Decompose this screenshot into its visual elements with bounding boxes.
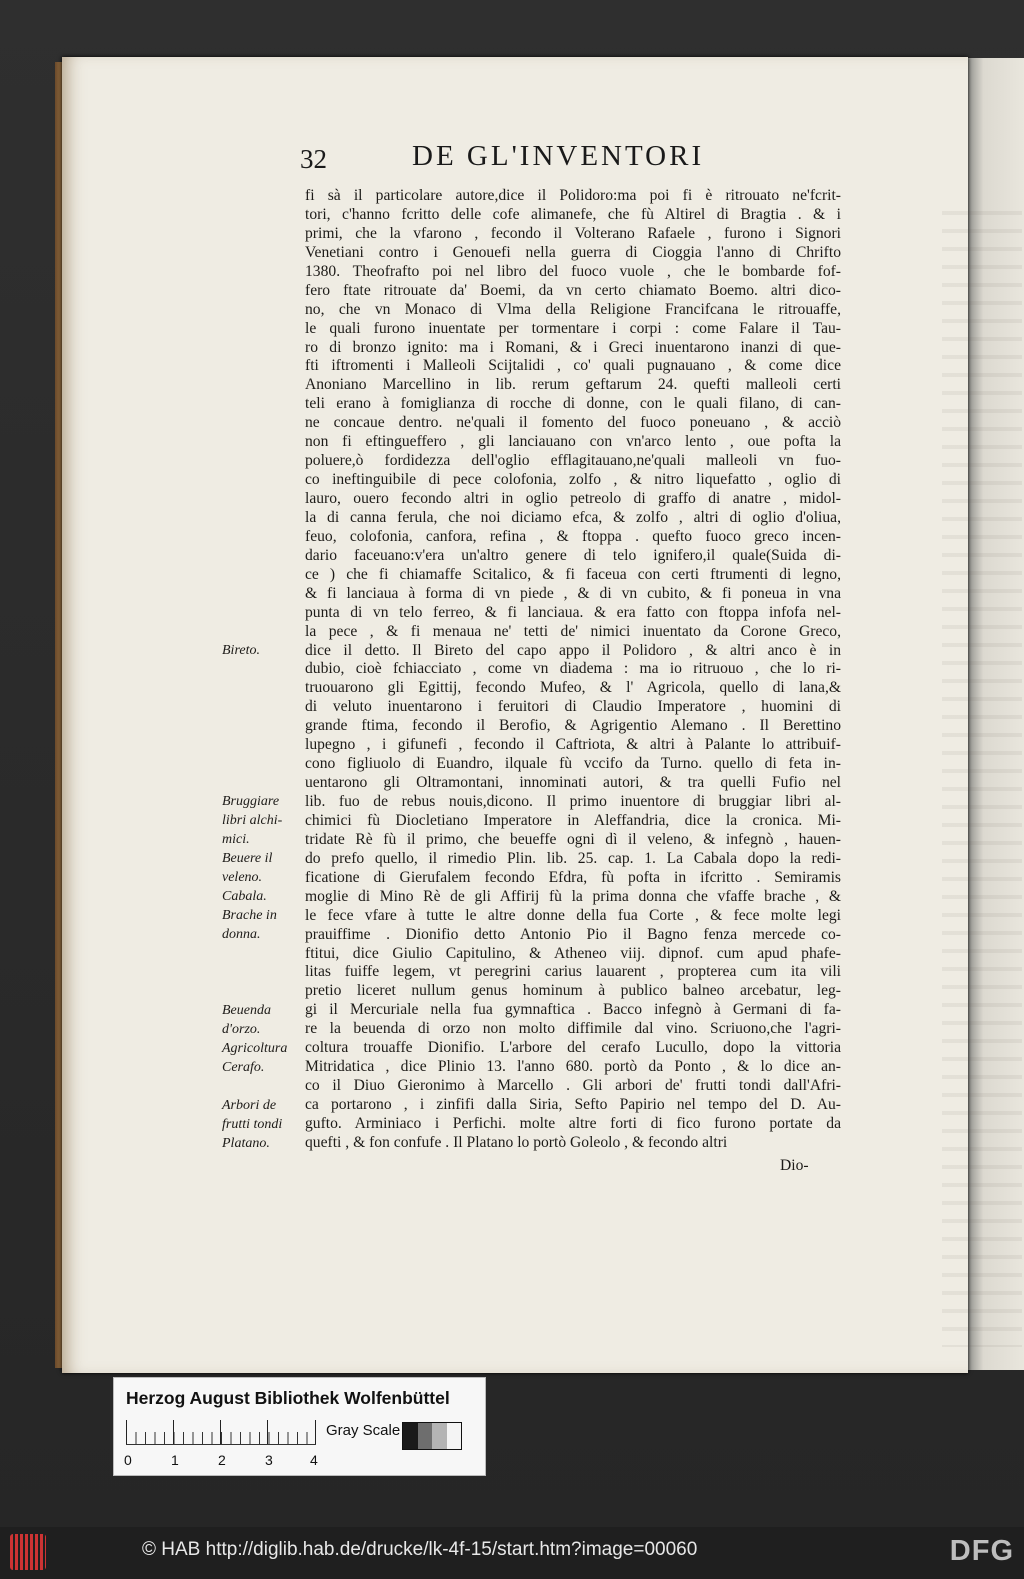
text-line: ficatione di Gierufalem fecondo Efdra, fù pofta in ifcritto . Semiramis [305,868,841,886]
colour-target [113,1377,486,1476]
text-line: pretio liceret nullum genus hominum à publico balneo arcebatur, leg- [305,982,841,1000]
text-line: tridate Rè fù il primo, che beueffe ogni dì il veleno, & infegnò , hauen- [305,830,841,848]
text-line: do prefo quello, il rimedio Plin. lib. 25. cap. 1. La Cabala dopo la redi- [305,849,841,867]
text-line: fti iftromenti i Malleoli Scijtalidi , co' quali pugnauano , & come dice [305,357,841,375]
text-line: ro di bronzo ignito: ma i Romani, & i Greci inuentarono inanzi di que- [305,338,841,356]
text-line: feuo, colofonia, canfora, refina , & ftoppa . quefto fuoco greco incen- [305,527,841,545]
margin-note: Agricoltura [222,1040,288,1056]
gray-scale-swatches [402,1422,462,1450]
show-through-text [942,197,1022,1347]
margin-note: Beuenda [222,1002,271,1018]
text-line: no, che vn Monaco di Vlma della Religione Francifcana le ritrouaffe, [305,300,841,318]
text-line: co il Diuo Gieronimo à Marcello . Gli arbori de' frutti tondi dall'Afri- [305,1077,841,1095]
text-line: teli erano à fomiglianza di rocche di donne, con le quali filano, di can- [305,395,841,413]
text-line: di veluto inuentarono i feruitori di Claudio Imperatore , huomini di [305,698,841,716]
text-line: lib. fuo de rebus nouis,dicono. Il primo inuentore di bruggiar libri al- [305,793,841,810]
margin-note: Beuere il [222,851,273,867]
text-line: primi, che la vfarono , fecondo il Volterano Rafaele , furono i Signori [305,224,841,242]
target-title: Herzog August Bibliothek Wolfenbüttel [126,1388,450,1408]
margin-note: donna. [222,927,261,943]
margin-note: d'orzo. [222,1021,261,1037]
page-number: 32 [300,144,327,174]
hab-logo-icon [10,1534,46,1570]
margin-note: Cabala. [222,889,267,905]
text-line: non fi eftingueffero , gli lanciauano con vn'arco lento , oue pofta la [305,433,841,451]
page-header [300,140,845,180]
margin-note: Bireto. [222,642,260,658]
margin-note: Bruggiare [222,794,280,810]
footer-bar [0,1527,1024,1579]
text-line: chimici fù Diocletiano Imperatore in Aleffandria, dice la cronica. Mi- [305,811,841,829]
text-line: 1380. Theofrafto poi nel libro del fuoco vuole , che le bombarde fof- [305,262,841,280]
text-line: dubio, cioè fchiacciato , come vn diadema : ma io ritruouo , che lo ri- [305,660,841,678]
text-line: ne concaue dentro. ne'quali il fomento del fuoco poneuano , & acciò [305,414,841,432]
text-line: tori, c'hanno fcritto delle cofe alimanefe, che fù Altirel di Bragtia . & i [305,205,841,223]
gray-swatch [447,1423,462,1449]
text-line: la pece , & fi menaua ne' tetti de' nimici inuentato da Corone Greco, [305,622,841,640]
text-line: moglie di Mino Rè de gli Affirij fù la prima donna che vfaffe brache , & [305,887,841,905]
text-line: poluere,ò fordidezza dell'oglio efflagitauano,ne'quali malleoli vn fuo- [305,452,841,470]
text-line: gufto. Arminiaco i Perfichi. molte altre forti di fico furono portate da [305,1114,841,1132]
ruler [126,1420,316,1445]
text-line: prauiffime . Dionifio detto Antonio Pio il Bagno fenza mercede co- [305,925,841,943]
margin-note: frutti tondi [222,1116,283,1132]
text-line: punta di vn telo ferreo, & fi lanciaua. & era fatto con ftoppa infofa nel- [305,603,841,621]
gray-swatch [418,1423,433,1449]
text-line: re la beuenda di orzo non molto diffimile dal vino. Scriuono,che l'agri- [305,1020,841,1038]
margin-note: Brache in [222,908,277,924]
gray-swatch [432,1423,447,1449]
ruler-label: 4 [310,1452,318,1468]
footer-permalink[interactable]: © HAB http://diglib.hab.de/drucke/lk-4f-15/start.htm?image=00060 [142,1539,698,1560]
margin-note: Platano. [222,1135,270,1151]
text-line: uentarono gli Oltramontani, innominati autori, & tra quelli Fufio nel [305,774,841,792]
text-line: coltura trouaffe Dionifio. L'arbore del cerafo Lucullo, dopo la vittoria [305,1039,841,1057]
text-line: litas fuiffe legem, vt peregrini carius lauarent , propterea cum ita vili [305,963,841,981]
main-text-block [305,187,841,1153]
text-line: fero ftate ritrouate da' Boemi, da vn certo chiamato Boemo. altri dico- [305,281,841,299]
ruler-label: 1 [171,1452,179,1468]
margin-note: mici. [222,832,250,848]
text-line: la di canna ferula, che noi diciamo efca, & zolfo , altri di oglio d'oliua, [305,508,841,526]
margin-note: Arbori de [222,1097,277,1113]
ruler-label: 0 [124,1452,132,1468]
text-line: lupegno , i gifunefi , fecondo il Caftriota, & altri à Palante lo attribuif- [305,736,841,754]
text-line: gi il Mercuriale nella fua gymnaftica . Bacco infegnò à Germani di fa- [305,1001,841,1019]
gray-scale-label: Gray Scale [326,1422,401,1439]
text-line: ce ) che fi chiamaffe Scitalico, & fi faceua con certi ftrumenti di legno, [305,565,841,583]
running-title: DE GL'INVENTORI [412,140,705,172]
text-line: Venetiani contro i Genouefi nella guerra di Cioggia l'anno di Chrifto [305,243,841,261]
text-line: dice il detto. Il Bireto del capo appo il Polidoro , & altri anco è in [305,641,841,659]
text-line: grande ftima, fecondo il Berofio, & Agrigentio Alemano . Il Berettino [305,717,841,735]
text-line: co ineftinguibile di pece colofonia, zolfo , & nitro liquefatto , oglio di [305,471,841,489]
text-line: truouarono gli Egittij, fecondo Mufeo, & l' Agricola, quello di lana,& [305,679,841,697]
text-line: le quali furono inuentate per tormentare i corpi : come Falare il Tau- [305,319,841,337]
text-line: fi sà il particolare autore,dice il Polidoro:ma poi fi è ritrouato ne'fcrit- [305,187,841,204]
catchword: Dio- [780,1157,809,1174]
text-line: cono figliuolo di Euandro, ilquale fù vccifo da Turno. quello di feta in- [305,755,841,773]
margin-note: libri alchi- [222,813,283,829]
text-line: Anoniano Marcellino in lib. rerum geftarum 24. quefti malleoli certi [305,376,841,394]
text-line: & fi lanciaua à forma di vn piede , & di vn cubito, & fi poneua in vna [305,584,841,602]
text-line: ftitui, dice Giulio Capitulino, & Atheneo viij. dipnof. cum apud phafe- [305,944,841,962]
dfg-logo: DFG [949,1535,1014,1567]
text-line: ca portarono , i zinfifi dalla Siria, Sefto Papirio nel tempo del D. Au- [305,1096,841,1113]
text-line: quefti , & fon confufe . Il Platano lo portò Goleolo , & fecondo altri [305,1133,728,1151]
margin-note: veleno. [222,870,263,886]
ruler-label: 3 [265,1452,273,1468]
ruler-label: 2 [218,1452,226,1468]
margin-note: Cerafo. [222,1059,265,1075]
text-line: le fece vfare à tutte le altre donne della fua Corte , & fece molte legi [305,906,841,924]
text-line: Mitridatica , dice Plinio 13. l'anno 680. portò da Ponto , & lo dice an- [305,1058,841,1076]
text-line: lauro, ouero fecondo altri in oglio petreolo di graffo di anatre , midol- [305,490,841,507]
text-line: dario faceuano:v'era un'altro genere di telo ignifero,il quale(Suida di- [305,546,841,564]
gray-swatch [403,1423,418,1449]
